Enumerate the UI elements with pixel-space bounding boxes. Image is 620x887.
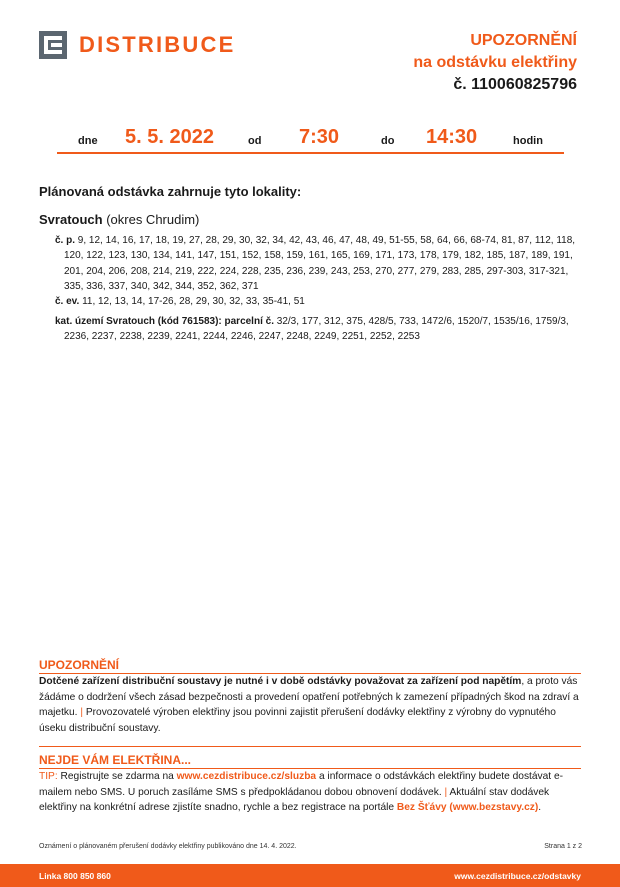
municipality-name: Svratouch: [39, 212, 103, 227]
logo-text: DISTRIBUCE: [79, 32, 236, 57]
warning-title: UPOZORNĚNÍ: [39, 658, 120, 672]
label-to: do: [381, 135, 395, 147]
time-to: 14:30: [426, 126, 478, 148]
footer-bar: [0, 864, 620, 887]
hotline: Linka 800 850 860: [39, 871, 111, 881]
house-numbers: [55, 233, 590, 294]
warning-text: Dotčené zařízení distribuční soustavy je nutné i v době odstávky považovat za zařízení pod napětím, a proto vás žádáme o dodržení všech zásad bezpečnosti a provedení opatření potřebných k zamezení případných škod na zdraví a majetku. | Provozovatelé výroben elektřiny jsou povinni zajistit přerušení dodávky elektřiny z výrobny do vypnutého úseku distribuční soustavy.: [39, 676, 579, 734]
page-number: Strana 1 z 2: [544, 843, 582, 850]
registration-link[interactable]: www.cezdistribuce.cz/sluzba: [176, 771, 317, 782]
municipality-district: (okres Chrudim): [106, 212, 200, 227]
locations-intro: Plánovaná odstávka zahrnuje tyto lokality:: [39, 184, 302, 199]
bez-stavy-brand: Bez Šťávy: [396, 802, 447, 814]
cadastral-parcels: [55, 314, 590, 345]
outage-date: 5. 5. 2022: [125, 126, 214, 148]
cev-label: č. ev.: [55, 296, 80, 307]
notice-subtitle: na odstávku elektřiny: [413, 54, 577, 71]
kat-values: 32/3, 177, 312, 375, 428/5, 733, 1472/6, 1520/7, 1535/16, 1759/3, 2236, 2237, 2238, 2239, 2241, 2244, 2246, 2247, 2248, 2249, 2251, 2252, 2253: [64, 316, 569, 343]
label-from: od: [248, 135, 262, 147]
schedule-bar: [57, 124, 564, 154]
notice-header: [413, 30, 577, 96]
outages-web-link[interactable]: www.cezdistribuce.cz/odstavky: [454, 871, 581, 881]
cez-logo-icon: [39, 31, 67, 59]
label-day: dne: [78, 135, 98, 147]
label-hours: hodin: [513, 135, 543, 147]
municipality: [39, 212, 199, 227]
cp-values: 9, 12, 14, 16, 17, 18, 19, 27, 28, 29, 30, 32, 34, 42, 43, 46, 47, 48, 49, 51-55, 58, 64, 66, 68-74, 81, 87, 112, 118, 120, 122, 123, 130, 134, 141, 147, 151, 152, 158, 159, 161, 165, 169, 171, 173, 178, 179, 182, 185, 187, 189, 191, 201, 204, 206, 208, 214, 219, 222, 224, 228, 235, 236, 239, 243, 253, 270, 277, 279, 283, 285, 297-303, 317-321, 335, 336, 337, 340, 342, 344, 352, 362, 371: [64, 235, 576, 292]
company-logo: [39, 31, 239, 61]
tip-divider-top: [39, 746, 581, 747]
cp-label: č. p.: [55, 235, 76, 246]
notice-title: UPOZORNĚNÍ: [470, 32, 577, 49]
registry-numbers: [55, 294, 590, 309]
tip-title: NEJDE VÁM ELEKTŘINA...: [39, 753, 192, 767]
cev-values: 11, 12, 13, 14, 17-26, 28, 29, 30, 32, 33, 35-41, 51: [82, 296, 305, 307]
time-from: 7:30: [299, 126, 340, 148]
tip-text: TIP: Registrujte se zdarma na www.cezdistribuce.cz/sluzba a informace o odstávkách elektřiny budete dostávat e-mailem nebo SMS. U poruch zasíláme SMS s předpokládanou dobou obnovení dodávek. | Aktuální stav dodávek elektřiny na konkrétní adrese zjistíte snadno, rychle a bez registrace na portále Bez Šťávy (www.bezstavy.cz).: [39, 771, 564, 814]
kat-label: kat. území Svratouch (kód 761583): parcelní č.: [55, 316, 274, 327]
publication-note: Oznámení o plánovaném přerušení dodávky elektřiny publikováno dne 14. 4. 2022.: [39, 843, 297, 850]
notice-number: č. 110060825796: [453, 76, 577, 93]
bezstavy-link[interactable]: (www.bezstavy.cz): [449, 802, 539, 814]
